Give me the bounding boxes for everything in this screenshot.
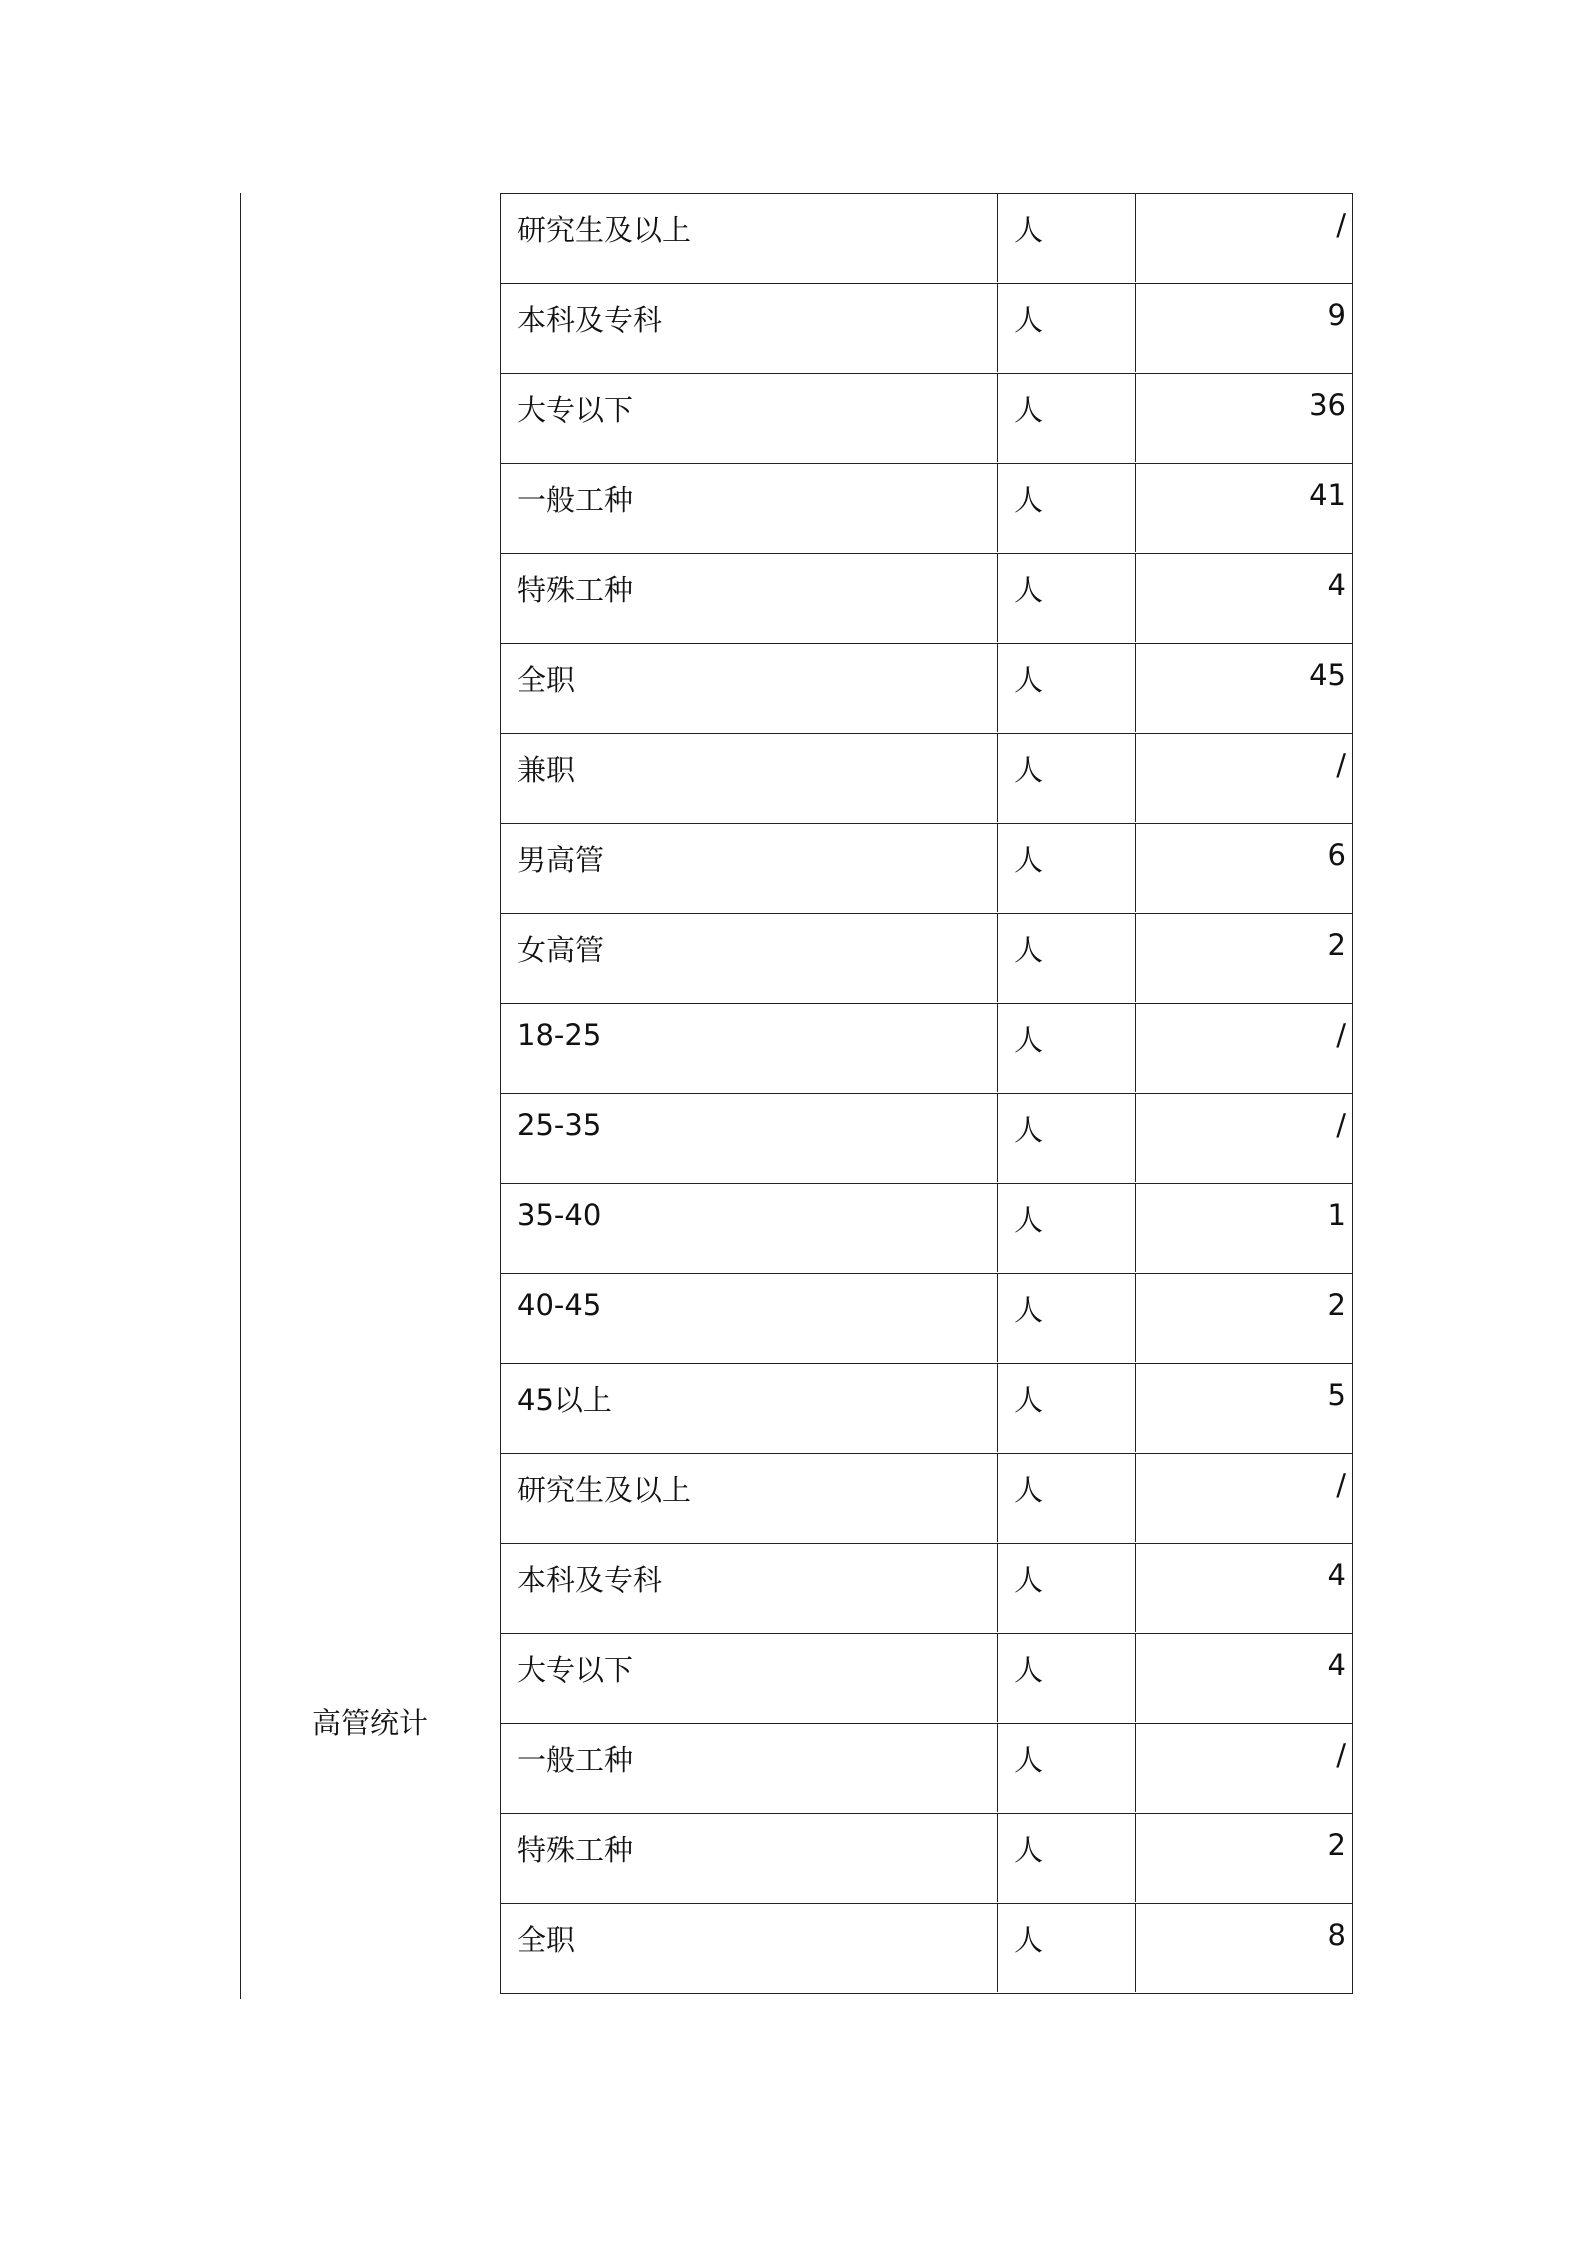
group-label: 高管统计 [311,1706,428,1740]
item-cell: 大专以下 [501,1634,998,1722]
table-row [500,374,1353,464]
table-row [500,824,1353,914]
table-row [500,194,1353,284]
table-rows [500,193,1353,1994]
value-cell: / [1336,1738,1346,1772]
item-cell: 40-45 [501,1274,998,1362]
unit-cell: 人 [998,1454,1136,1542]
value-cell: / [1336,1018,1346,1052]
unit-cell: 人 [998,1364,1136,1452]
value-cell: 6 [1327,838,1346,872]
table-row [500,734,1353,824]
table-row [500,1184,1353,1274]
table-row [500,1364,1353,1454]
item-cell: 研究生及以上 [501,194,998,282]
table-row [500,1634,1353,1724]
unit-cell: 人 [998,1544,1136,1632]
item-cell: 35-40 [501,1184,998,1272]
value-cell: 2 [1327,1288,1346,1322]
table-row [500,284,1353,374]
table-row [500,554,1353,644]
table-row [500,1094,1353,1184]
value-cell: 2 [1327,1828,1346,1862]
unit-cell: 人 [998,1094,1136,1182]
unit-cell: 人 [998,464,1136,552]
unit-cell: 人 [998,1274,1136,1362]
table-row [500,1724,1353,1814]
item-cell: 特殊工种 [501,554,998,642]
value-cell: 8 [1327,1918,1346,1952]
unit-cell: 人 [998,824,1136,912]
table-row [500,1274,1353,1364]
item-cell: 一般工种 [501,464,998,552]
unit-cell: 人 [998,374,1136,462]
item-cell: 18-25 [501,1004,998,1092]
table-row [500,1904,1353,1994]
table-row [500,644,1353,734]
value-cell: 41 [1309,478,1346,512]
unit-cell: 人 [998,1634,1136,1722]
item-cell: 本科及专科 [501,1544,998,1632]
unit-cell: 人 [998,914,1136,1002]
table-row [500,1814,1353,1904]
value-cell: 2 [1327,928,1346,962]
value-cell: / [1336,208,1346,242]
item-cell: 25-35 [501,1094,998,1182]
unit-cell: 人 [998,554,1136,642]
value-cell: 1 [1327,1198,1346,1232]
item-cell: 女高管 [501,914,998,1002]
item-cell: 全职 [501,644,998,732]
value-cell: / [1336,1108,1346,1142]
value-cell: 4 [1327,1648,1346,1682]
unit-cell: 人 [998,1904,1136,1992]
value-cell: / [1336,1468,1346,1502]
unit-cell: 人 [998,644,1136,732]
item-cell: 一般工种 [501,1724,998,1812]
value-cell: 5 [1327,1378,1346,1412]
table-row [500,914,1353,1004]
item-cell: 大专以下 [501,374,998,462]
item-cell: 全职 [501,1904,998,1992]
value-cell: 4 [1327,1558,1346,1592]
item-cell: 本科及专科 [501,284,998,372]
unit-cell: 人 [998,194,1136,282]
table-row [500,1544,1353,1634]
value-cell: 45 [1309,658,1346,692]
value-cell: / [1336,748,1346,782]
item-cell: 兼职 [501,734,998,822]
table-row [500,1004,1353,1094]
unit-cell: 人 [998,1814,1136,1902]
item-cell: 研究生及以上 [501,1454,998,1542]
unit-cell: 人 [998,284,1136,372]
unit-cell: 人 [998,734,1136,822]
unit-cell: 人 [998,1004,1136,1092]
value-cell: 36 [1309,388,1346,422]
table-row [500,1454,1353,1544]
unit-cell: 人 [998,1184,1136,1272]
unit-cell: 人 [998,1724,1136,1812]
value-cell: 9 [1327,298,1346,332]
item-cell: 男高管 [501,824,998,912]
item-cell: 45以上 [501,1364,998,1452]
table-row [500,464,1353,554]
item-cell: 特殊工种 [501,1814,998,1902]
value-cell: 4 [1327,568,1346,602]
